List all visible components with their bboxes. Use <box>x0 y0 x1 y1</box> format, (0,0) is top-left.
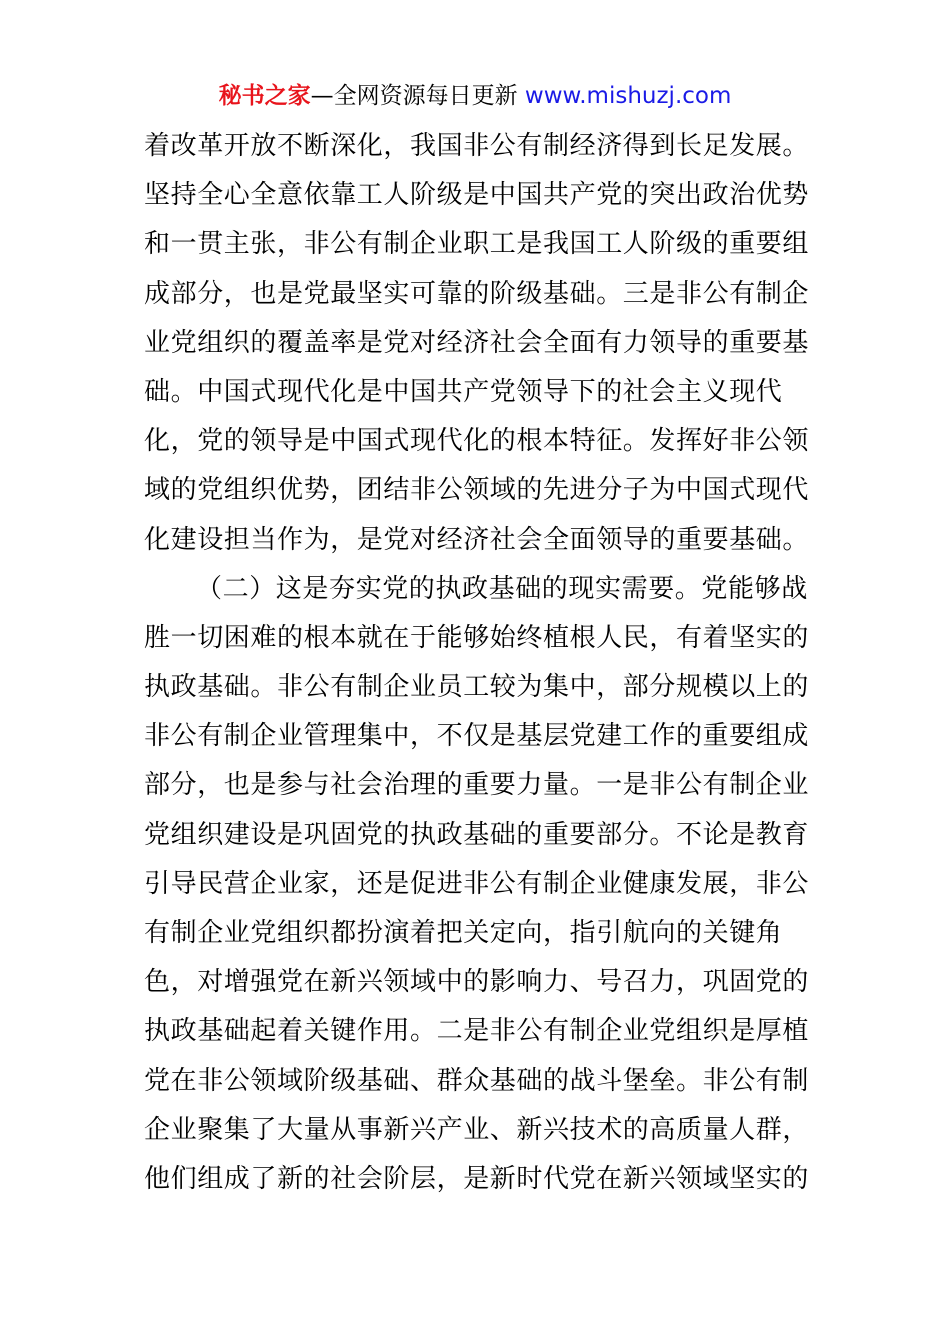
text-line: 域的党组织优势，团结非公领域的先进分子为中国式现代 <box>144 475 810 506</box>
text-line: 执政基础。非公有制企业员工较为集中，部分规模以上的 <box>144 672 810 703</box>
page-header <box>0 80 950 112</box>
header-tagline: —全网资源每日更新 <box>310 83 518 109</box>
text-line: 着改革开放不断深化，我国非公有制经济得到长足发展。 <box>144 131 810 161</box>
paragraph-start-line: （二）这是夯实党的执政基础的现实需要。党能够战 <box>196 573 808 604</box>
header-site-url[interactable]: www.mishuzj.com <box>524 83 732 109</box>
text-line: 执政基础起着关键作用。二是非公有制企业党组织是厚植 <box>144 1016 810 1047</box>
text-line: 企业聚集了大量从事新兴产业、新兴技术的高质量人群， <box>144 1114 810 1145</box>
text-line: 有制企业党组织都扮演着把关定向，指引航向的关键角 <box>144 918 783 948</box>
header-brand: 秘书之家 <box>218 83 311 109</box>
document-body <box>144 122 808 1204</box>
text-line: 坚持全心全意依靠工人阶级是中国共产党的突出政治优势 <box>144 180 810 211</box>
text-line: 化，党的领导是中国式现代化的根本特征。发挥好非公领 <box>144 426 810 457</box>
text-line: 胜一切困难的根本就在于能够始终植根人民，有着坚实的 <box>144 622 810 653</box>
text-line: 党组织建设是巩固党的执政基础的重要部分。不论是教育 <box>144 819 810 850</box>
text-line: 他们组成了新的社会阶层，是新时代党在新兴领域坚实的 <box>144 1163 810 1194</box>
text-line: 党在非公领域阶级基础、群众基础的战斗堡垒。非公有制 <box>144 1065 810 1096</box>
text-line: 非公有制企业管理集中，不仅是基层党建工作的重要组成 <box>144 721 810 752</box>
text-line: 色，对增强党在新兴领域中的影响力、号召力，巩固党的 <box>144 967 810 998</box>
text-line: 引导民营企业家，还是促进非公有制企业健康发展，非公 <box>144 868 810 899</box>
text-line: 业党组织的覆盖率是党对经济社会全面有力领导的重要基 <box>144 327 810 358</box>
text-line: 部分，也是参与社会治理的重要力量。一是非公有制企业 <box>144 770 810 801</box>
text-line: 化建设担当作为，是党对经济社会全面领导的重要基础。 <box>144 524 810 555</box>
text-line: 成部分，也是党最坚实可靠的阶级基础。三是非公有制企 <box>144 278 810 309</box>
text-line: 和一贯主张，非公有制企业职工是我国工人阶级的重要组 <box>144 229 810 260</box>
text-line: 础。中国式现代化是中国共产党领导下的社会主义现代 <box>144 376 783 407</box>
